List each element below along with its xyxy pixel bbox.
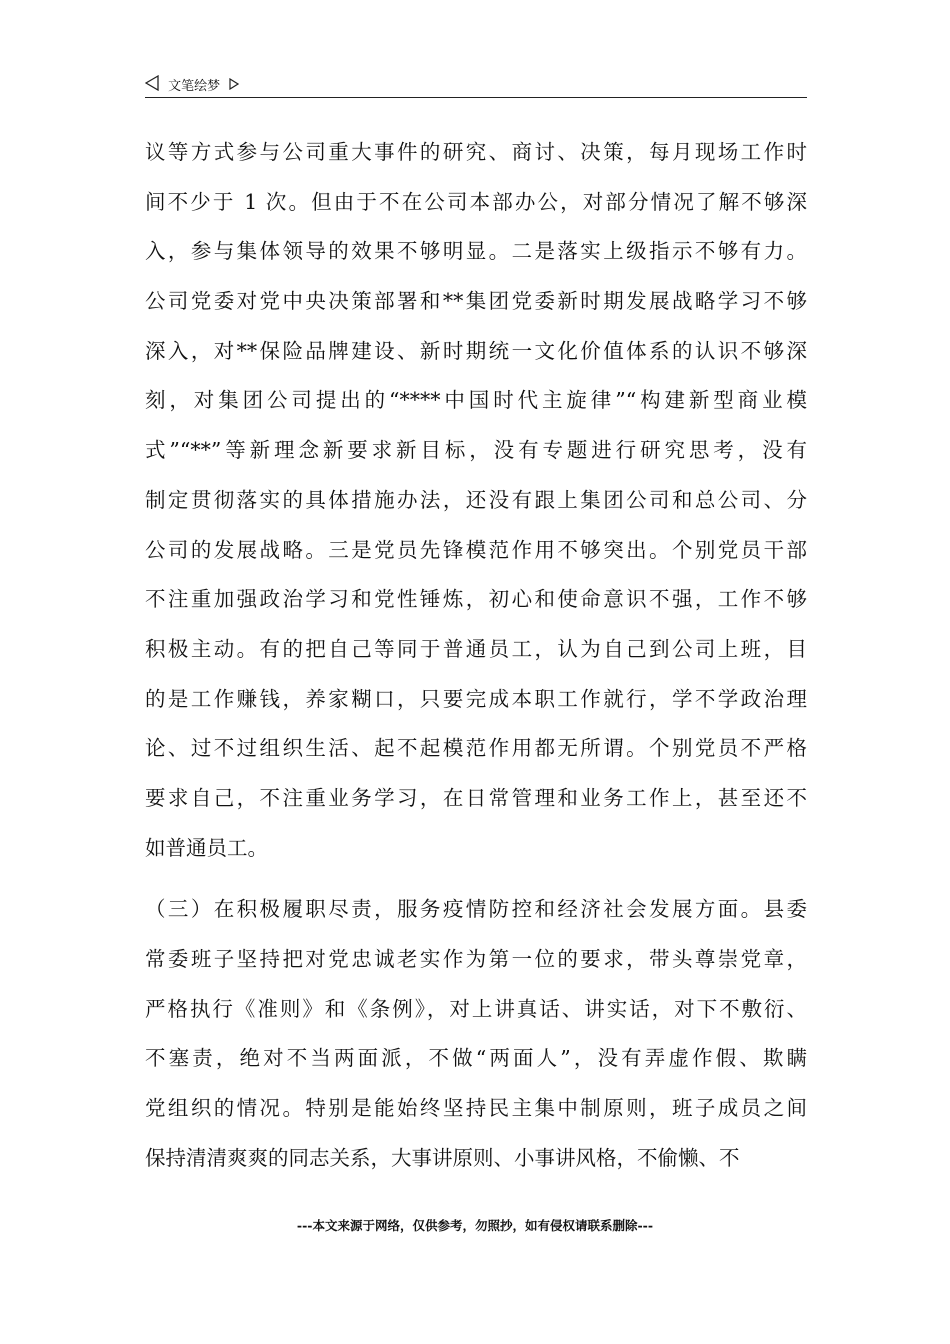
text-line: （三）在积极履职尽责，服务疫情防控和经济社会发展方面。县委 (145, 897, 807, 922)
header-rule (145, 97, 807, 98)
text-line: 公司党委对党中央决策部署和**集团党委新时期发展战略学习不够 (145, 289, 807, 314)
text-line: 深入，对**保险品牌建设、新时期统一文化价值体系的认识不够深 (145, 338, 807, 363)
text-line: 严格执行《准则》和《条例》，对上讲真话、讲实话，对下不敷衍、 (145, 996, 807, 1021)
page-footer: ---本文来源于网络，仅供参考，勿照抄，如有侵权请联系删除--- (296, 1218, 654, 1233)
text-line: 论、过不过组织生活、起不起模范作用都无所谓。个别党员不严格 (145, 736, 807, 761)
text-line: 入，参与集体领导的效果不够明显。二是落实上级指示不够有力。 (145, 239, 807, 264)
text-line: 积极主动。有的把自己等同于普通员工，认为自己到公司上班，目 (145, 636, 807, 661)
text-line: 要求自己，不注重业务学习，在日常管理和业务工作上，甚至还不 (145, 785, 807, 810)
text-line: 不注重加强政治学习和党性锤炼，初心和使命意识不强，工作不够 (145, 587, 807, 612)
text-line: 的是工作赚钱，养家糊口，只要完成本职工作就行，学不学政治理 (145, 686, 807, 711)
text-line: 刻，对集团公司提出的“****中国时代主旋律”“构建新型商业模 (145, 388, 807, 413)
paragraph (145, 128, 807, 873)
paragraph-gap (145, 873, 807, 885)
text-line: 常委班子坚持把对党忠诚老实作为第一位的要求，带头尊崇党章， (145, 947, 807, 971)
text-line: 式”“**”等新理念新要求新目标，没有专题进行研究思考，没有 (145, 438, 807, 463)
document-body (145, 128, 807, 1183)
text-line: 公司的发展战略。三是党员先锋模范作用不够突出。个别党员干部 (145, 537, 807, 562)
text-line: 保持清清爽爽的同志关系，大事讲原则、小事讲风格，不偷懒、不 (145, 1145, 740, 1170)
triangle-right-icon (229, 75, 239, 94)
text-line: 党组织的情况。特别是能始终坚持民主集中制原则，班子成员之间 (145, 1096, 807, 1121)
text-line: 如普通员工。 (145, 835, 268, 860)
triangle-left-icon (145, 75, 159, 95)
text-line: 间不少于 1 次。但由于不在公司本部办公，对部分情况了解不够深 (145, 189, 807, 214)
text-line: 议等方式参与公司重大事件的研究、商讨、决策，每月现场工作时 (145, 140, 807, 164)
header-brand: 文笔绘梦 (168, 79, 221, 94)
text-line: 不塞责，绝对不当两面派，不做“两面人”，没有弄虚作假、欺瞒 (145, 1046, 807, 1071)
paragraph (145, 885, 807, 1183)
text-line: 制定贯彻落实的具体措施办法，还没有跟上集团公司和总公司、分 (145, 487, 807, 512)
page-header (145, 74, 807, 98)
